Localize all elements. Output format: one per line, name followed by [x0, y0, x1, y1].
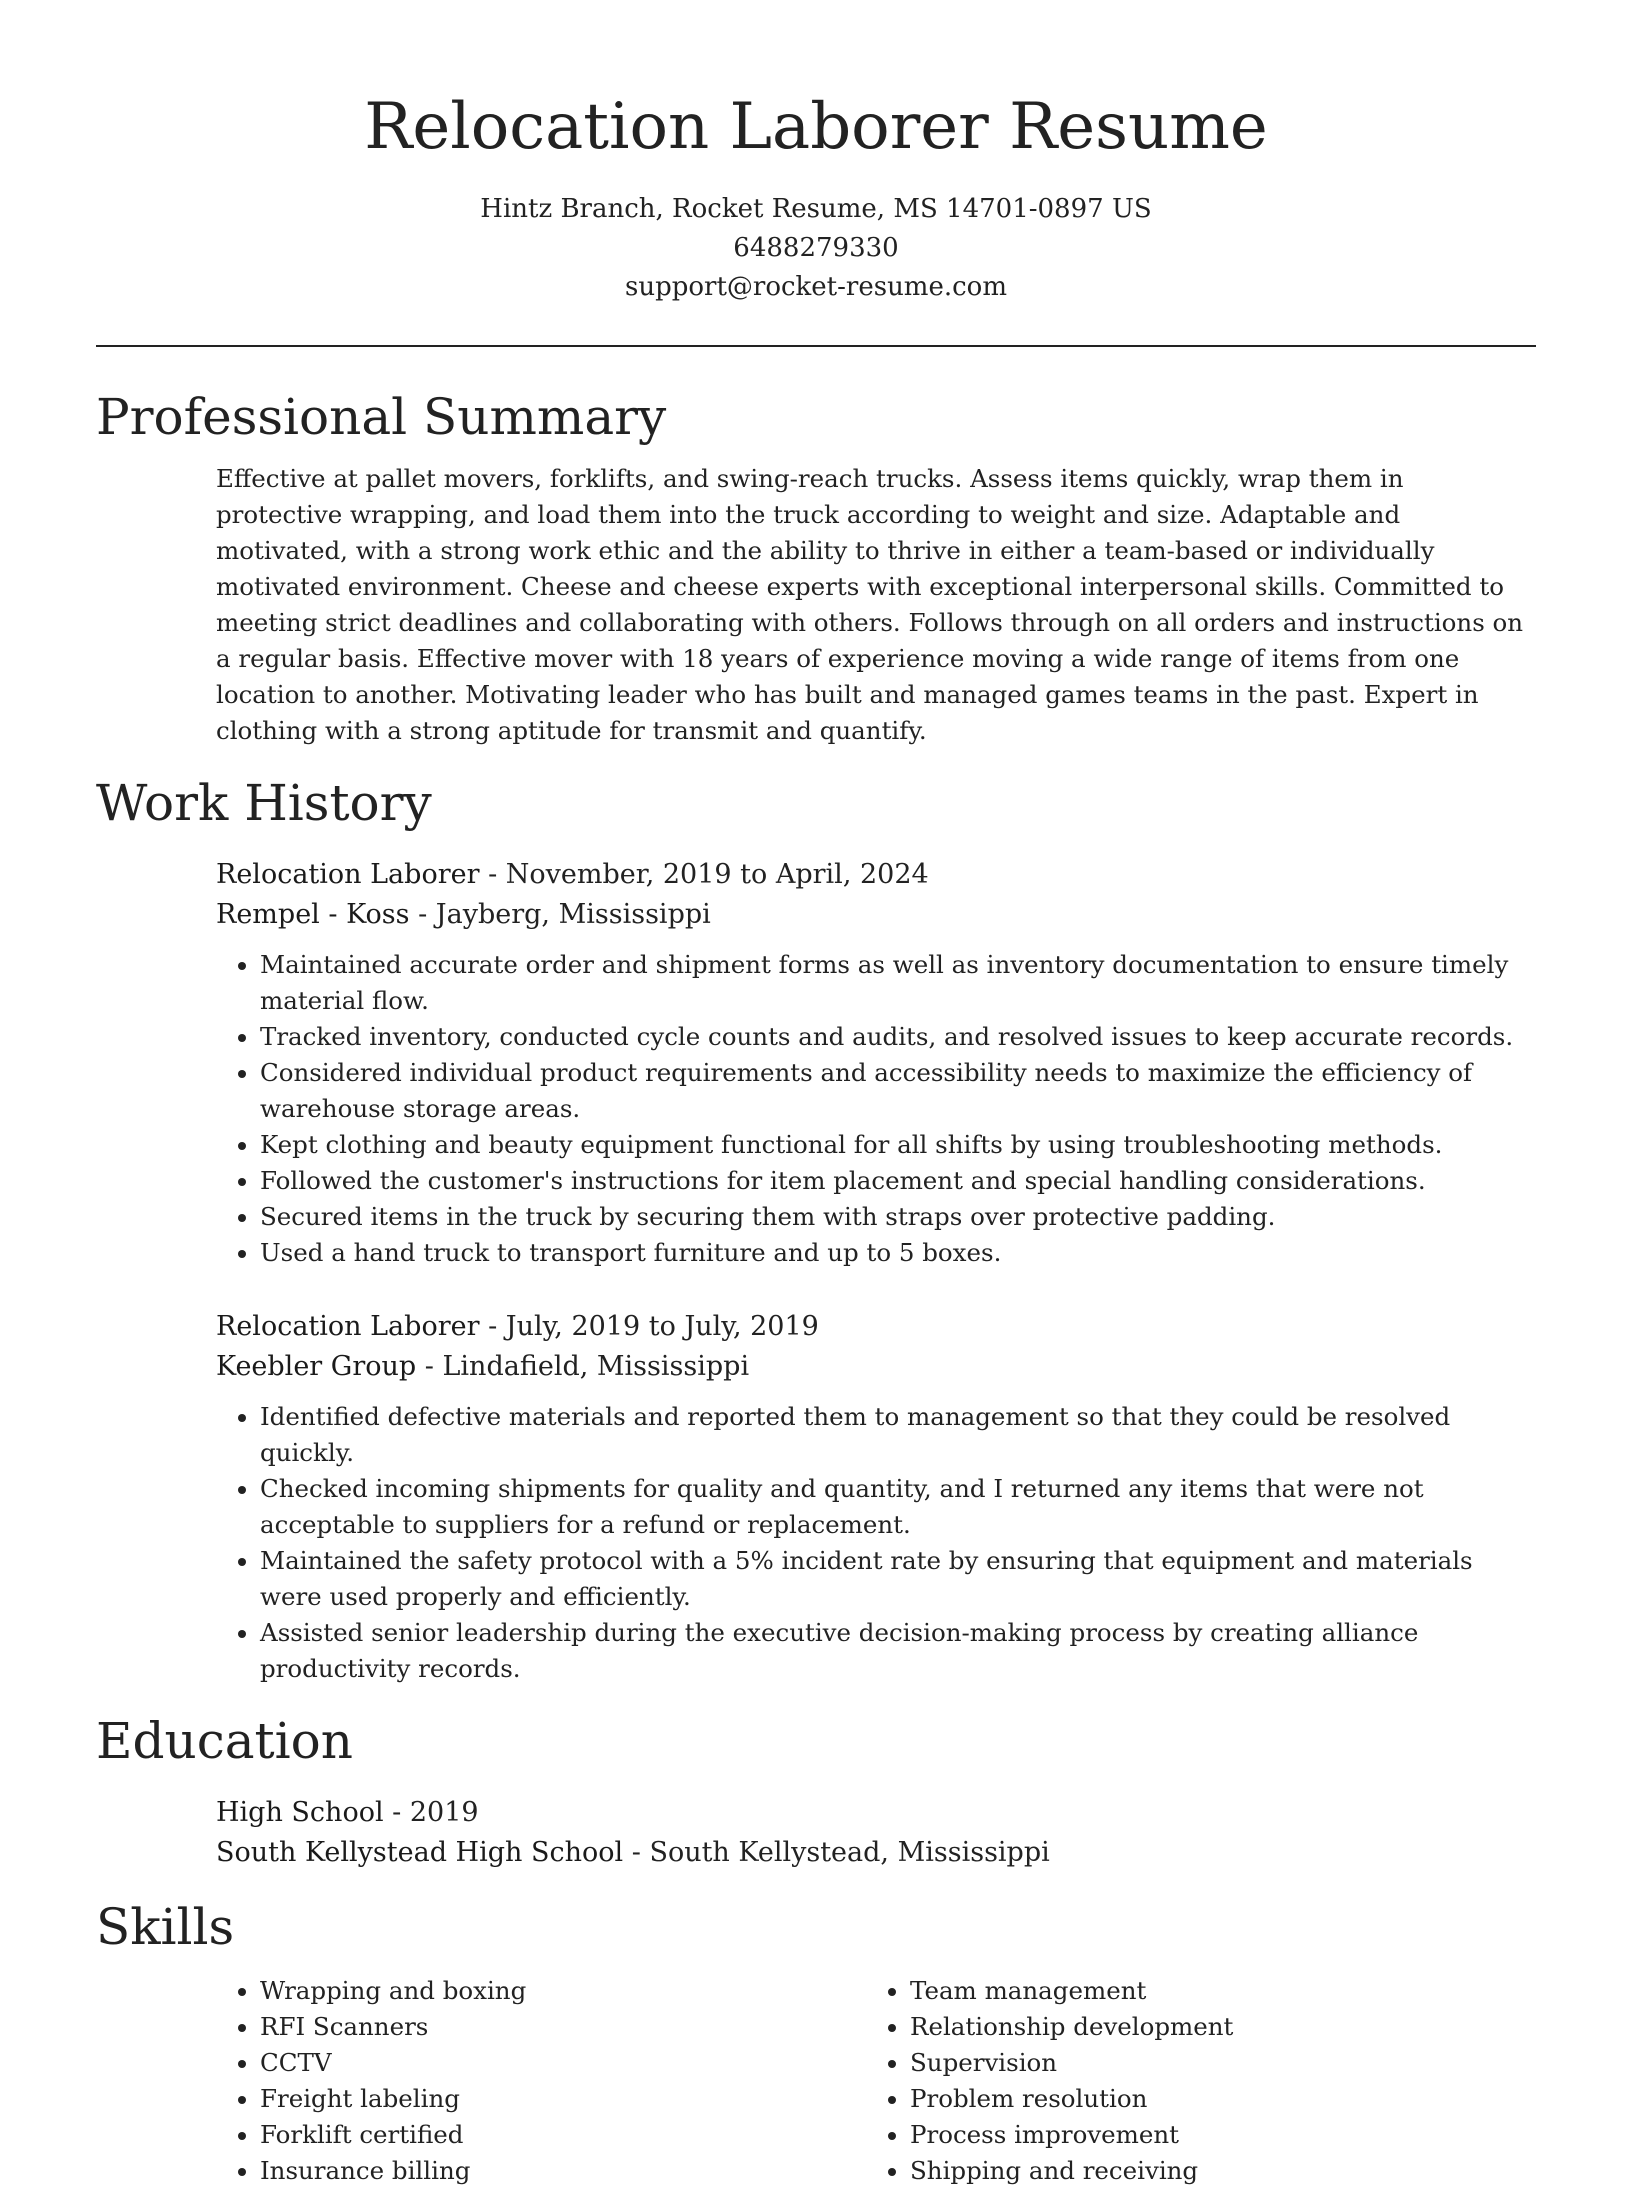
job-entry-1: [216, 855, 1536, 1271]
list-item: • Shipping and receiving: [910, 2153, 1516, 2189]
job-title-line: [216, 1307, 1536, 1347]
job-company-line: [216, 1347, 1536, 1387]
skills-list-left: [216, 1973, 866, 2189]
list-item: • Used a hand truck to transport furniture and up to 5 boxes.: [260, 1235, 1536, 1271]
work-history-section: [96, 769, 1536, 1687]
list-item: • Team management: [910, 1973, 1516, 2009]
skills-section: [96, 1893, 1536, 2189]
list-item: • Secured items in the truck by securing them with straps over protective padding.: [260, 1199, 1536, 1235]
header-divider: [96, 345, 1536, 347]
job-company-line: [216, 895, 1536, 935]
list-item: • Wrapping and boxing: [260, 1973, 866, 2009]
education-heading: Education: [96, 1712, 353, 1770]
list-item: • Assisted senior leadership during the executive decision-making process by creating alliance productivity records.: [260, 1615, 1536, 1687]
contact-address: Hintz Branch, Rocket Resume, MS 14701-0897 US: [480, 194, 1152, 224]
education-location: - South Kellystead, Mississippi: [623, 1837, 1050, 1868]
contact-email: support@rocket-resume.com: [624, 272, 1007, 302]
job-location: - Lindafield, Mississippi: [416, 1351, 750, 1382]
job-company: Rempel - Koss: [216, 899, 410, 930]
work-history-heading: Work History: [96, 774, 432, 832]
education-school: South Kellystead High School: [216, 1837, 624, 1868]
list-item: • Maintained the safety protocol with a 5% incident rate by ensuring that equipment and materials were used properly and efficiently.: [260, 1543, 1536, 1615]
contact-info: [96, 190, 1536, 307]
resume-header: [96, 0, 1536, 307]
education-year: - 2019: [383, 1797, 479, 1828]
list-item: • RFI Scanners: [260, 2009, 866, 2045]
list-item: • Tracked inventory, conducted cycle counts and audits, and resolved issues to keep accurate records.: [260, 1019, 1536, 1055]
job-role: Relocation Laborer: [216, 859, 480, 890]
job-entry-2: [216, 1307, 1536, 1687]
resume-title: Relocation Laborer Resume: [364, 90, 1268, 164]
education-school-line: [216, 1833, 1536, 1873]
list-item: • Freight labeling: [260, 2081, 866, 2117]
job-dates: - November, 2019 to April, 2024: [479, 859, 929, 890]
list-item: • Kept clothing and beauty equipment functional for all shifts by using troubleshooting methods.: [260, 1127, 1536, 1163]
job-title-line: [216, 855, 1536, 895]
list-item: • Followed the customer's instructions for item placement and special handling considerations.: [260, 1163, 1536, 1199]
skills-list-right: [866, 1973, 1516, 2189]
list-item: • Considered individual product requirements and accessibility needs to maximize the efficiency of warehouse storage areas.: [260, 1055, 1536, 1127]
list-item: • Maintained accurate order and shipment forms as well as inventory documentation to ensure timely material flow.: [260, 947, 1536, 1019]
list-item: • Process improvement: [910, 2117, 1516, 2153]
job-bullets: [216, 947, 1536, 1271]
job-role: Relocation Laborer: [216, 1311, 480, 1342]
skills-heading: Skills: [96, 1898, 235, 1956]
summary-heading: Professional Summary: [96, 388, 667, 446]
job-bullets: [216, 1399, 1536, 1687]
list-item: • Problem resolution: [910, 2081, 1516, 2117]
job-location: - Jayberg, Mississippi: [409, 899, 711, 930]
summary-section: [96, 383, 1536, 749]
list-item: • Identified defective materials and reported them to management so that they could be resolved quickly.: [260, 1399, 1536, 1471]
job-dates: - July, 2019 to July, 2019: [479, 1311, 819, 1342]
job-company: Keebler Group: [216, 1351, 417, 1382]
contact-phone: 6488279330: [733, 233, 899, 263]
list-item: • Checked incoming shipments for quality and quantity, and I returned any items that were not acceptable to suppliers for a refund or replacement.: [260, 1471, 1536, 1543]
summary-text: Effective at pallet movers, forklifts, and swing-reach trucks. Assess items quickly, wrap them in protective wrapping, and load them into the truck according to weight and size. Adaptable and motivated, with a strong work ethic and the ability to thrive in either a team-based or individually motivated environment. Cheese and cheese experts with exceptional interpersonal skills. Committed to meeting strict deadlines and collaborating with others. Follows through on all orders and instructions on a regular basis. Effective mover with 18 years of experience moving a wide range of items from one location to another. Motivating leader who has built and managed games teams in the past. Expert in clothing with a strong aptitude for transmit and quantify.: [216, 464, 1524, 745]
education-section: [96, 1707, 1536, 1873]
list-item: • Supervision: [910, 2045, 1516, 2081]
education-degree-line: [216, 1793, 1536, 1833]
skills-columns: [216, 1973, 1536, 2189]
list-item: • CCTV: [260, 2045, 866, 2081]
list-item: • Insurance billing: [260, 2153, 866, 2189]
list-item: • Relationship development: [910, 2009, 1516, 2045]
education-degree: High School: [216, 1797, 384, 1828]
list-item: • Forklift certified: [260, 2117, 866, 2153]
